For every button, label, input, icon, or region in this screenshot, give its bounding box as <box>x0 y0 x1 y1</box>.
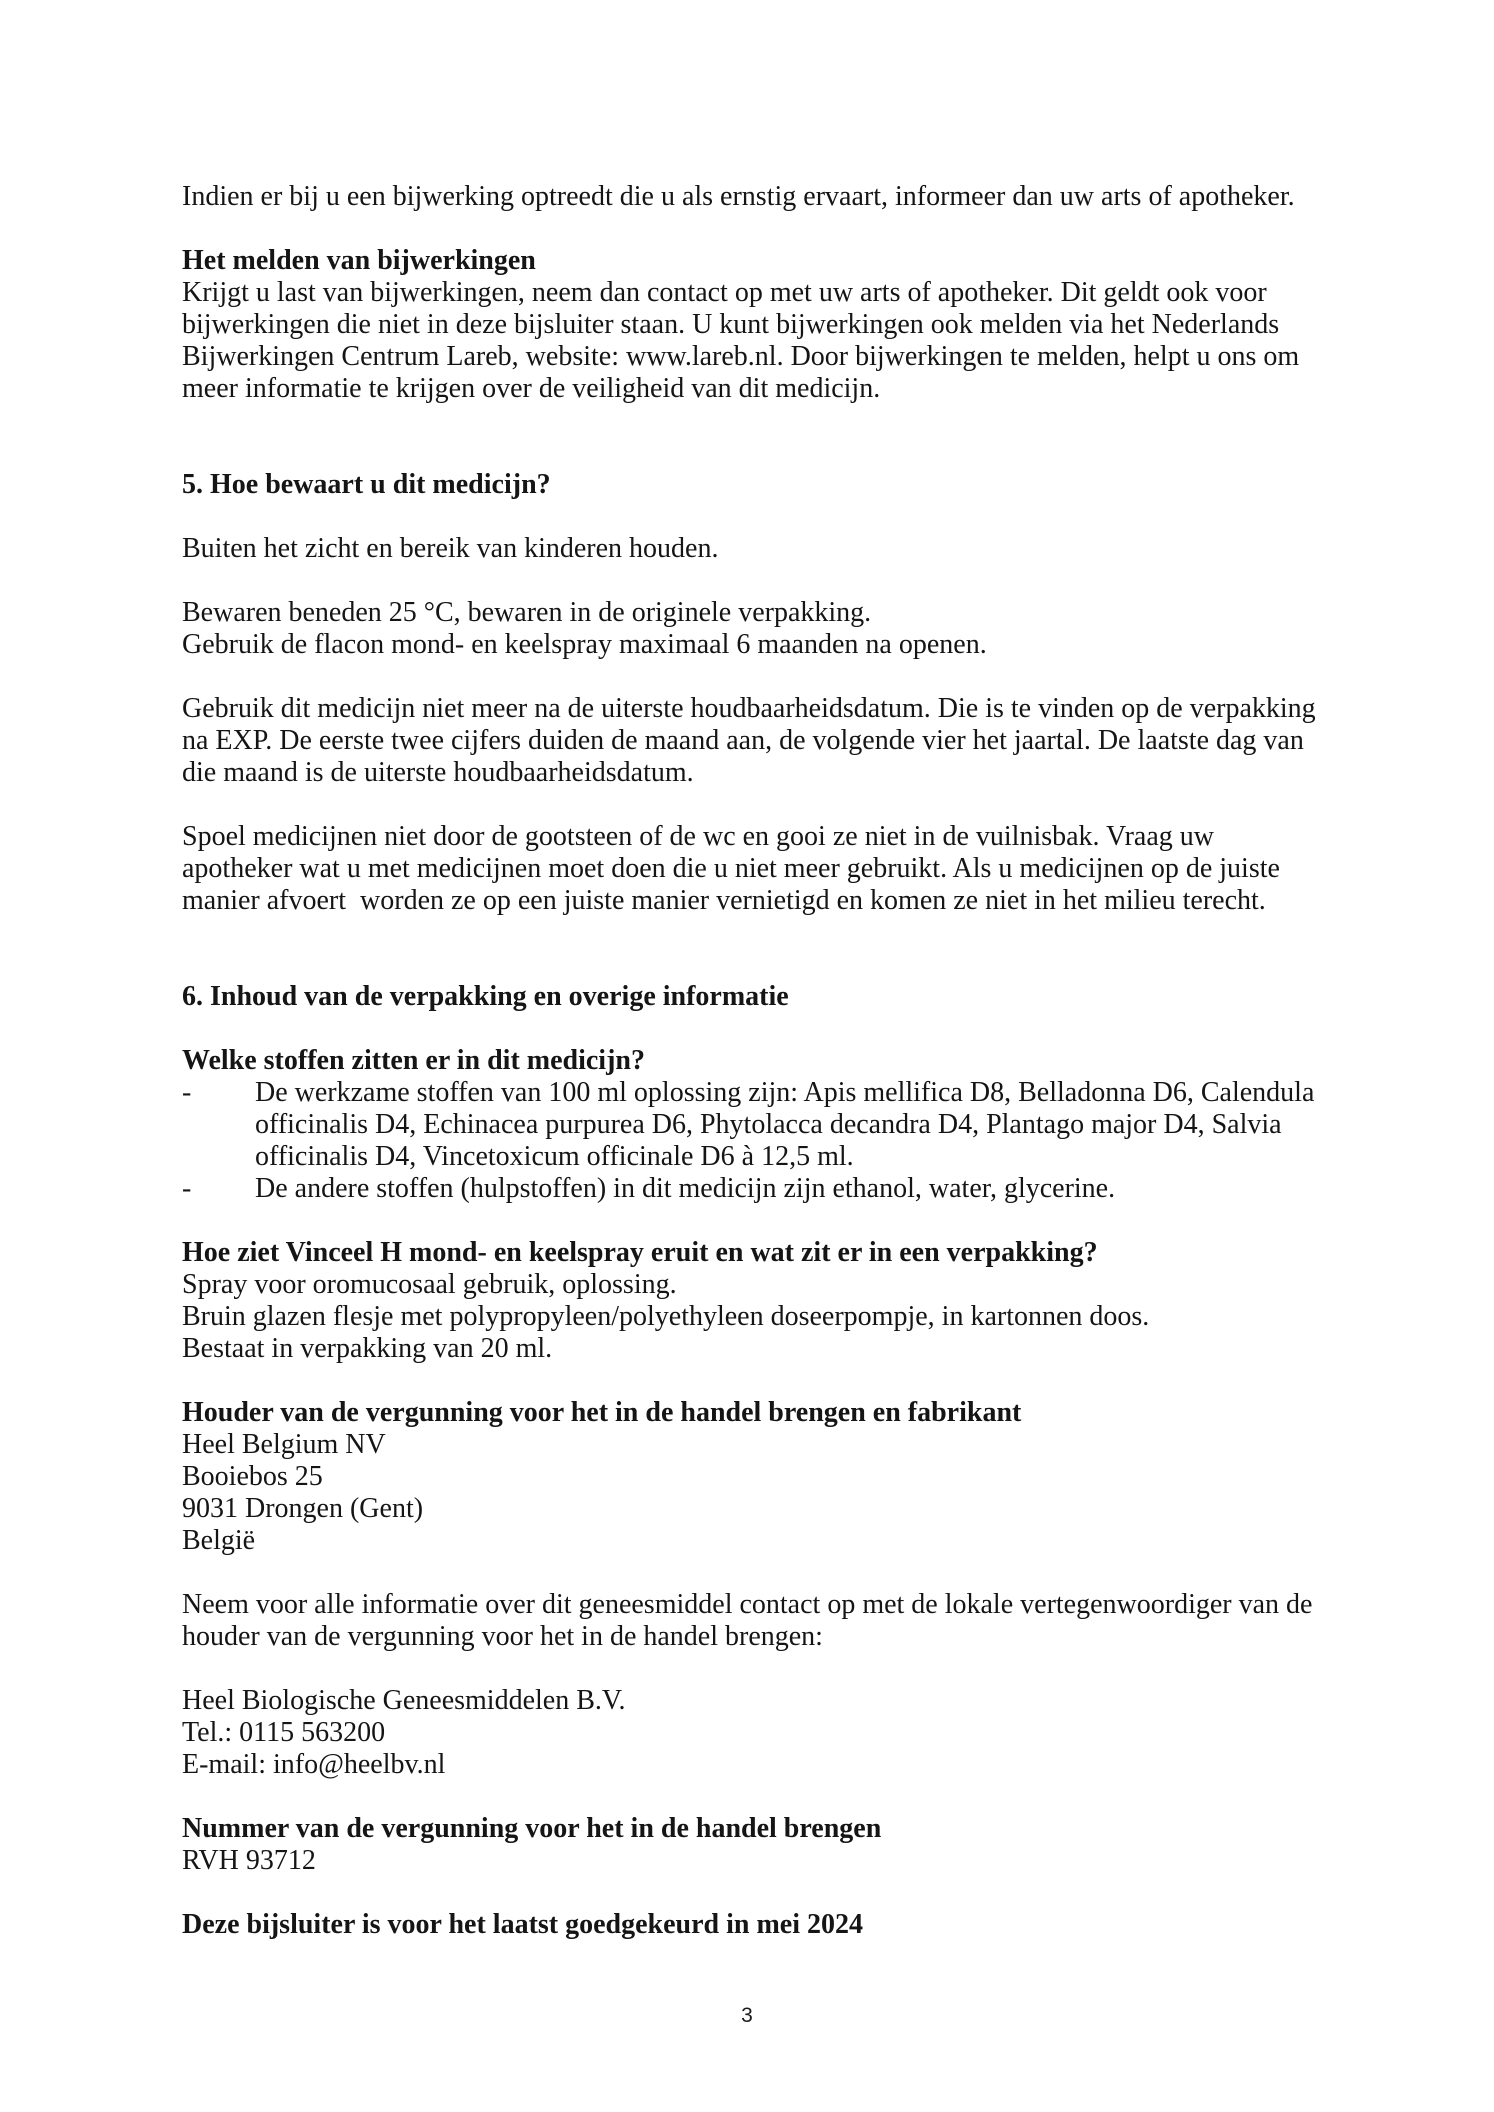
text-line: Spray voor oromucosaal gebruik, oplossing. <box>182 1269 677 1300</box>
text-line: Bijwerkingen Centrum Lareb, website: www.lareb.nl. Door bijwerkingen te melden, helpt u ons om <box>182 341 1300 372</box>
text-line: 5. Hoe bewaart u dit medicijn? <box>182 469 551 500</box>
text-line: die maand is de uiterste houdbaarheidsdatum. <box>182 757 694 788</box>
paragraph <box>182 1429 1384 1557</box>
paragraph <box>182 1269 1384 1365</box>
list-bullet: - <box>182 1077 192 1108</box>
text-line: Neem voor alle informatie over dit geneesmiddel contact op met de lokale vertegenwoordiger van de <box>182 1589 1313 1620</box>
paragraph <box>182 181 1384 213</box>
heading <box>182 245 1384 277</box>
text-line: manier afvoert worden ze op een juiste manier vernietigd en komen ze niet in het milieu terecht. <box>182 885 1266 916</box>
text-line: apotheker wat u met medicijnen moet doen die u niet meer gebruikt. Als u medicijnen op de juiste <box>182 853 1280 884</box>
text-line: Houder van de vergunning voor het in de handel brengen en fabrikant <box>182 1397 1022 1428</box>
paragraph <box>182 821 1384 917</box>
page-number: 3 <box>741 2004 753 2027</box>
text-line: De andere stoffen (hulpstoffen) in dit medicijn zijn ethanol, water, glycerine. <box>255 1173 1116 1204</box>
text-line: Spoel medicijnen niet door de gootsteen of de wc en gooi ze niet in de vuilnisbak. Vraag uw <box>182 821 1214 852</box>
heading <box>182 1909 1384 1941</box>
paragraph <box>182 1845 1384 1877</box>
document-content <box>182 181 1384 1941</box>
text-line: De werkzame stoffen van 100 ml oplossing zijn: Apis mellifica D8, Belladonna D6, Calendula <box>255 1077 1315 1108</box>
text-line: bijwerkingen die niet in deze bijsluiter staan. U kunt bijwerkingen ook melden via het Nederlands <box>182 309 1280 340</box>
text-line: RVH 93712 <box>182 1845 316 1876</box>
paragraph <box>182 533 1384 565</box>
list-item <box>182 1173 1384 1205</box>
heading <box>182 981 1384 1013</box>
text-line: 9031 Drongen (Gent) <box>182 1493 424 1524</box>
text-line: Bruin glazen flesje met polypropyleen/polyethyleen doseerpompje, in kartonnen doos. <box>182 1301 1150 1332</box>
text-line: Heel Biologische Geneesmiddelen B.V. <box>182 1685 626 1716</box>
text-line: Heel Belgium NV <box>182 1429 386 1460</box>
heading <box>182 1397 1384 1429</box>
text-line: Deze bijsluiter is voor het laatst goedgekeurd in mei 2024 <box>182 1909 864 1940</box>
text-line: Bestaat in verpakking van 20 ml. <box>182 1333 553 1364</box>
text-line: E-mail: info@heelbv.nl <box>182 1749 446 1780</box>
paragraph <box>182 277 1384 405</box>
text-line: Krijgt u last van bijwerkingen, neem dan contact op met uw arts of apotheker. Dit geldt ook voor <box>182 277 1267 308</box>
heading <box>182 1813 1384 1845</box>
heading <box>182 469 1384 501</box>
text-line: houder van de vergunning voor het in de handel brengen: <box>182 1621 823 1652</box>
paragraph <box>182 693 1384 789</box>
text-line: 6. Inhoud van de verpakking en overige informatie <box>182 981 789 1012</box>
text-line: Bewaren beneden 25 °C, bewaren in de originele verpakking. <box>182 597 872 628</box>
text-line: Buiten het zicht en bereik van kinderen houden. <box>182 533 719 564</box>
text-line: Hoe ziet Vinceel H mond- en keelspray eruit en wat zit er in een verpakking? <box>182 1237 1098 1268</box>
text-line: Gebruik dit medicijn niet meer na de uiterste houdbaarheidsdatum. Die is te vinden op de verpakking <box>182 693 1316 724</box>
text-line: na EXP. De eerste twee cijfers duiden de maand aan, de volgende vier het jaartal. De laatste dag van <box>182 725 1304 756</box>
paragraph <box>182 597 1384 661</box>
text-line: Booiebos 25 <box>182 1461 323 1492</box>
heading <box>182 1045 1384 1077</box>
text-line: Nummer van de vergunning voor het in de handel brengen <box>182 1813 882 1844</box>
paragraph <box>182 1685 1384 1781</box>
text-line: Welke stoffen zitten er in dit medicijn? <box>182 1045 645 1076</box>
text-line: Het melden van bijwerkingen <box>182 245 536 276</box>
page-footer <box>0 2004 1494 2028</box>
text-line: Gebruik de flacon mond- en keelspray maximaal 6 maanden na openen. <box>182 629 987 660</box>
list-bullet: - <box>182 1173 192 1204</box>
text-line: meer informatie te krijgen over de veiligheid van dit medicijn. <box>182 373 881 404</box>
text-line: officinalis D4, Vincetoxicum officinale D6 à 12,5 ml. <box>255 1141 854 1172</box>
paragraph <box>182 1589 1384 1653</box>
text-line: België <box>182 1525 256 1556</box>
text-line: Tel.: 0115 563200 <box>182 1717 386 1748</box>
heading <box>182 1237 1384 1269</box>
text-line: Indien er bij u een bijwerking optreedt die u als ernstig ervaart, informeer dan uw arts of apotheker. <box>182 181 1295 212</box>
list-item <box>182 1077 1384 1173</box>
text-line: officinalis D4, Echinacea purpurea D6, Phytolacca decandra D4, Plantago major D4, Salvia <box>255 1109 1282 1140</box>
